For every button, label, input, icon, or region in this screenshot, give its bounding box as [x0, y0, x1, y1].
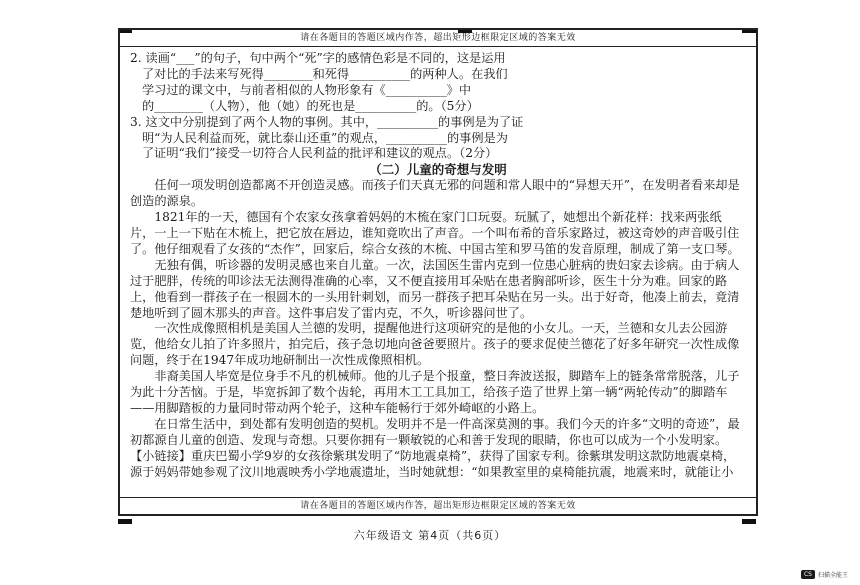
scanner-badge: [801, 570, 848, 579]
passage-paragraph: 一次性成像照相机是美国人兰德的发明，提醒他进行这项研究的是他的小女儿。一天，兰德和女儿去公园游览，他给女儿拍了许多照片，拍完后，孩子急切地向爸爸要照片。孩子的要求促使兰德花了好多年研究一次性成像问题，终于在1947年成功地研制出一次性成像照相机。: [130, 321, 740, 368]
alignment-mark: [118, 519, 132, 524]
scanner-badge-label: 扫描全能王: [817, 572, 848, 579]
question-line: 明“为人民利益而死，就比泰山还重”的观点，__________的事例是为: [142, 130, 508, 145]
question-line: 了证明“我们”接受一切符合人民利益的批评和建议的观点。（2分）: [142, 146, 498, 161]
passage-paragraph: 无独有偶，听诊器的发明灵感也来自儿童。一次，法国医生雷内克到一位患心脏病的贵妇家去诊病。由于病人过于肥胖，传统的叩诊法无法测得准确的心率，又不便直接用耳朵贴在患者胸部听诊，医生十分为难。回家的路上，他看到一群孩子在一根圆木的一头用针刺划，而另一群孩子把耳朵贴在另一头。出于好奇，他凑上前去，竟清楚地听到了圆木那头的声音。这件事启发了雷内克，不久，听诊器问世了。: [130, 257, 740, 320]
passage-paragraph: 任何一项发明创造都离不开创造灵感。而孩子们天真无邪的问题和常人眼中的“异想天开”，在发明者看来却是创造的源泉。: [130, 178, 740, 209]
footer-notice: 请在各题目的答题区域内作答，超出矩形边框限定区域的答案无效: [120, 497, 756, 514]
question-2: [130, 51, 746, 115]
page-footer: 六年级语文 第4页（共6页）: [353, 529, 507, 542]
link-paragraph: 【小链接】重庆巴蜀小学9岁的女孩徐紫琪发明了“防地震桌椅”，获得了国家专利。徐紫琪发明这款防地震桌椅，源于妈妈带她参观了汶川地震映秀小学地震遗址，当时她就想：“如果教室里的桌椅能抗震，地震来时，就能让小: [130, 448, 736, 479]
question-line: 3. 这文中分别提到了两个人物的事例。其中，__________的事例是为了证: [130, 114, 524, 129]
alignment-mark: [742, 519, 756, 524]
scanner-logo-icon: CS: [801, 570, 815, 579]
question-line: 学习过的课文中，与前者相似的人物形象有《__________》中: [142, 82, 472, 97]
question-3: [130, 115, 746, 163]
header-notice: 请在各题目的答题区域内作答，超出矩形边框限定区域的答案无效: [120, 30, 756, 47]
document-body: [120, 47, 756, 480]
section-title: （二）儿童的奇想与发明: [369, 162, 507, 178]
passage-paragraph: 非裔美国人毕宽是位身手不凡的机械师。他的儿子是个报童，整日奔波送报，脚踏车上的链条常常脱落，儿子为此十分苦恼。于是，毕宽拆卸了数个齿轮，再用木工工具加工，给孩子造了世界上第一辆“两轮传动”的脚踏车——用脚踏板的力量同时带动两个轮子，这种车能畅行于郊外崎岖的小路上。: [130, 369, 740, 415]
question-line: 2. 读画“___”的句子，句中两个“死”字的感情色彩是不同的，这是运用: [130, 51, 506, 65]
question-line: 了对比的手法来写死得________和死得__________的两种人。在我们: [142, 66, 508, 81]
question-line: 的________（人物），他（她）的死也是__________的。（5分）: [142, 98, 479, 113]
answer-sheet-frame: [118, 28, 758, 516]
passage-paragraph: 1821年的一天，德国有个农家女孩拿着妈妈的木梳在家门口玩耍。玩腻了，她想出个新花样：找来两张纸片，一上一下贴在木梳上，把它放在唇边，谁知竟吹出了声音。一个叫布希的音乐家路过，被这奇妙的声音吸引住了。他仔细观看了女孩的“杰作”，回家后，综合女孩的木梳、中国古笙和罗马笛的发音原理，制成了第一支口琴。: [130, 210, 740, 256]
passage-paragraph: 在日常生活中，到处都有发明创造的契机。发明并不是一件高深莫测的事。我们今天的许多“文明的奇迹”，最初都源自儿童的创造、发现与奇想。只要你拥有一颗敏锐的心和善于发现的眼睛，你也可以成为一个小发明家。: [130, 416, 740, 447]
